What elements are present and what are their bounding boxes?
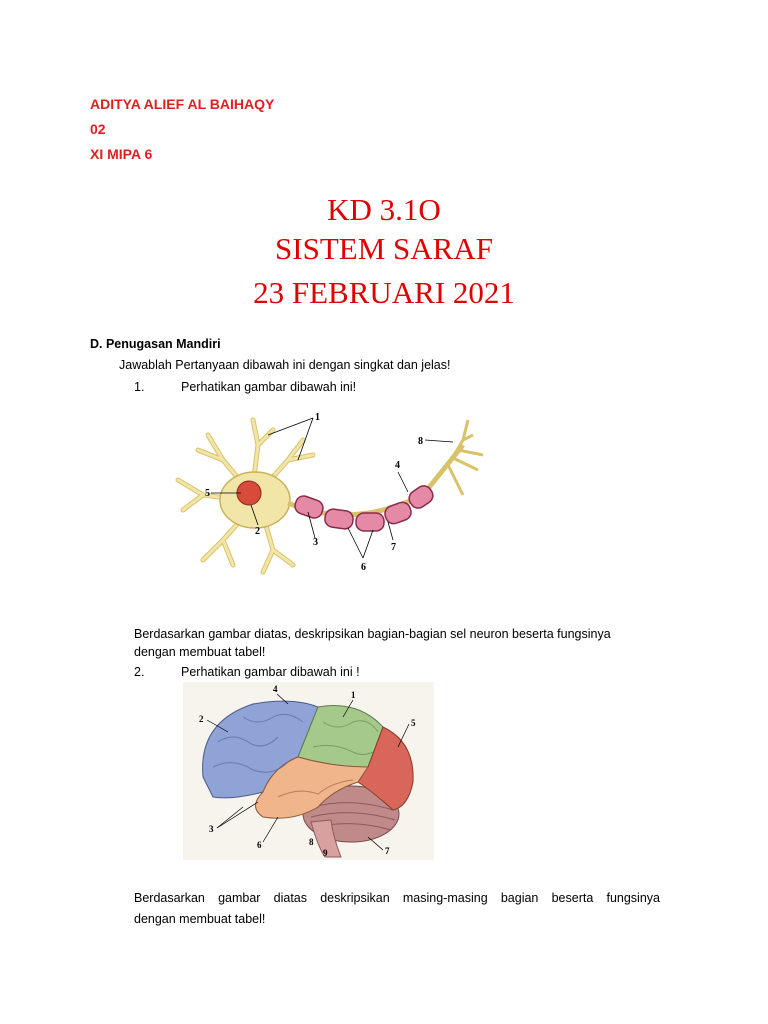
neuron-label-2: 2 — [255, 526, 260, 537]
question-1-prompt: Perhatikan gambar dibawah ini! — [181, 380, 357, 394]
brain-label-5: 5 — [411, 718, 416, 728]
title-topic: SISTEM SARAF — [275, 231, 493, 266]
brain-label-9: 9 — [323, 848, 328, 858]
neuron-label-3: 3 — [313, 537, 318, 548]
neuron-label-1: 1 — [315, 412, 320, 423]
neuron-label-5: 5 — [205, 488, 210, 499]
section-instruction: Jawablah Pertanyaan dibawah ini dengan singkat dan jelas! — [119, 358, 451, 372]
brain-label-3: 3 — [209, 824, 214, 834]
brain-label-8: 8 — [309, 837, 314, 847]
question-1-task-line1: Berdasarkan gambar diatas, deskripsikan bagian-bagian sel neuron beserta fungsinya — [134, 627, 611, 641]
student-name: ADITYA ALIEF AL BAIHAQY — [90, 96, 275, 112]
title-kd: KD 3.1O — [327, 192, 441, 227]
brain-diagram — [183, 682, 434, 860]
question-2-task-line2: dengan membuat tabel! — [134, 912, 266, 926]
question-1-task-line2: dengan membuat tabel! — [134, 645, 266, 659]
brain-label-1: 1 — [351, 690, 356, 700]
question-2-prompt: Perhatikan gambar dibawah ini ! — [181, 665, 360, 679]
neuron-label-8: 8 — [418, 436, 423, 447]
brain-label-6: 6 — [257, 840, 262, 850]
student-number: 02 — [90, 121, 106, 137]
neuron-label-7: 7 — [391, 542, 396, 553]
neuron-label-6: 6 — [361, 562, 366, 573]
question-1-number: 1. — [134, 380, 145, 394]
question-2-task-line1: Berdasarkan gambar diatas deskripsikan masing-masing bagian beserta fungsinya — [134, 891, 660, 905]
question-2-number: 2. — [134, 665, 145, 679]
section-heading: D. Penugasan Mandiri — [90, 337, 221, 351]
student-class: XI MIPA 6 — [90, 146, 153, 162]
brain-label-7: 7 — [385, 846, 390, 856]
neuron-diagram — [163, 400, 488, 582]
brain-label-2: 2 — [199, 714, 204, 724]
title-date: 23 FEBRUARI 2021 — [253, 275, 515, 310]
neuron-label-4: 4 — [395, 460, 400, 471]
brain-label-4: 4 — [273, 684, 278, 694]
